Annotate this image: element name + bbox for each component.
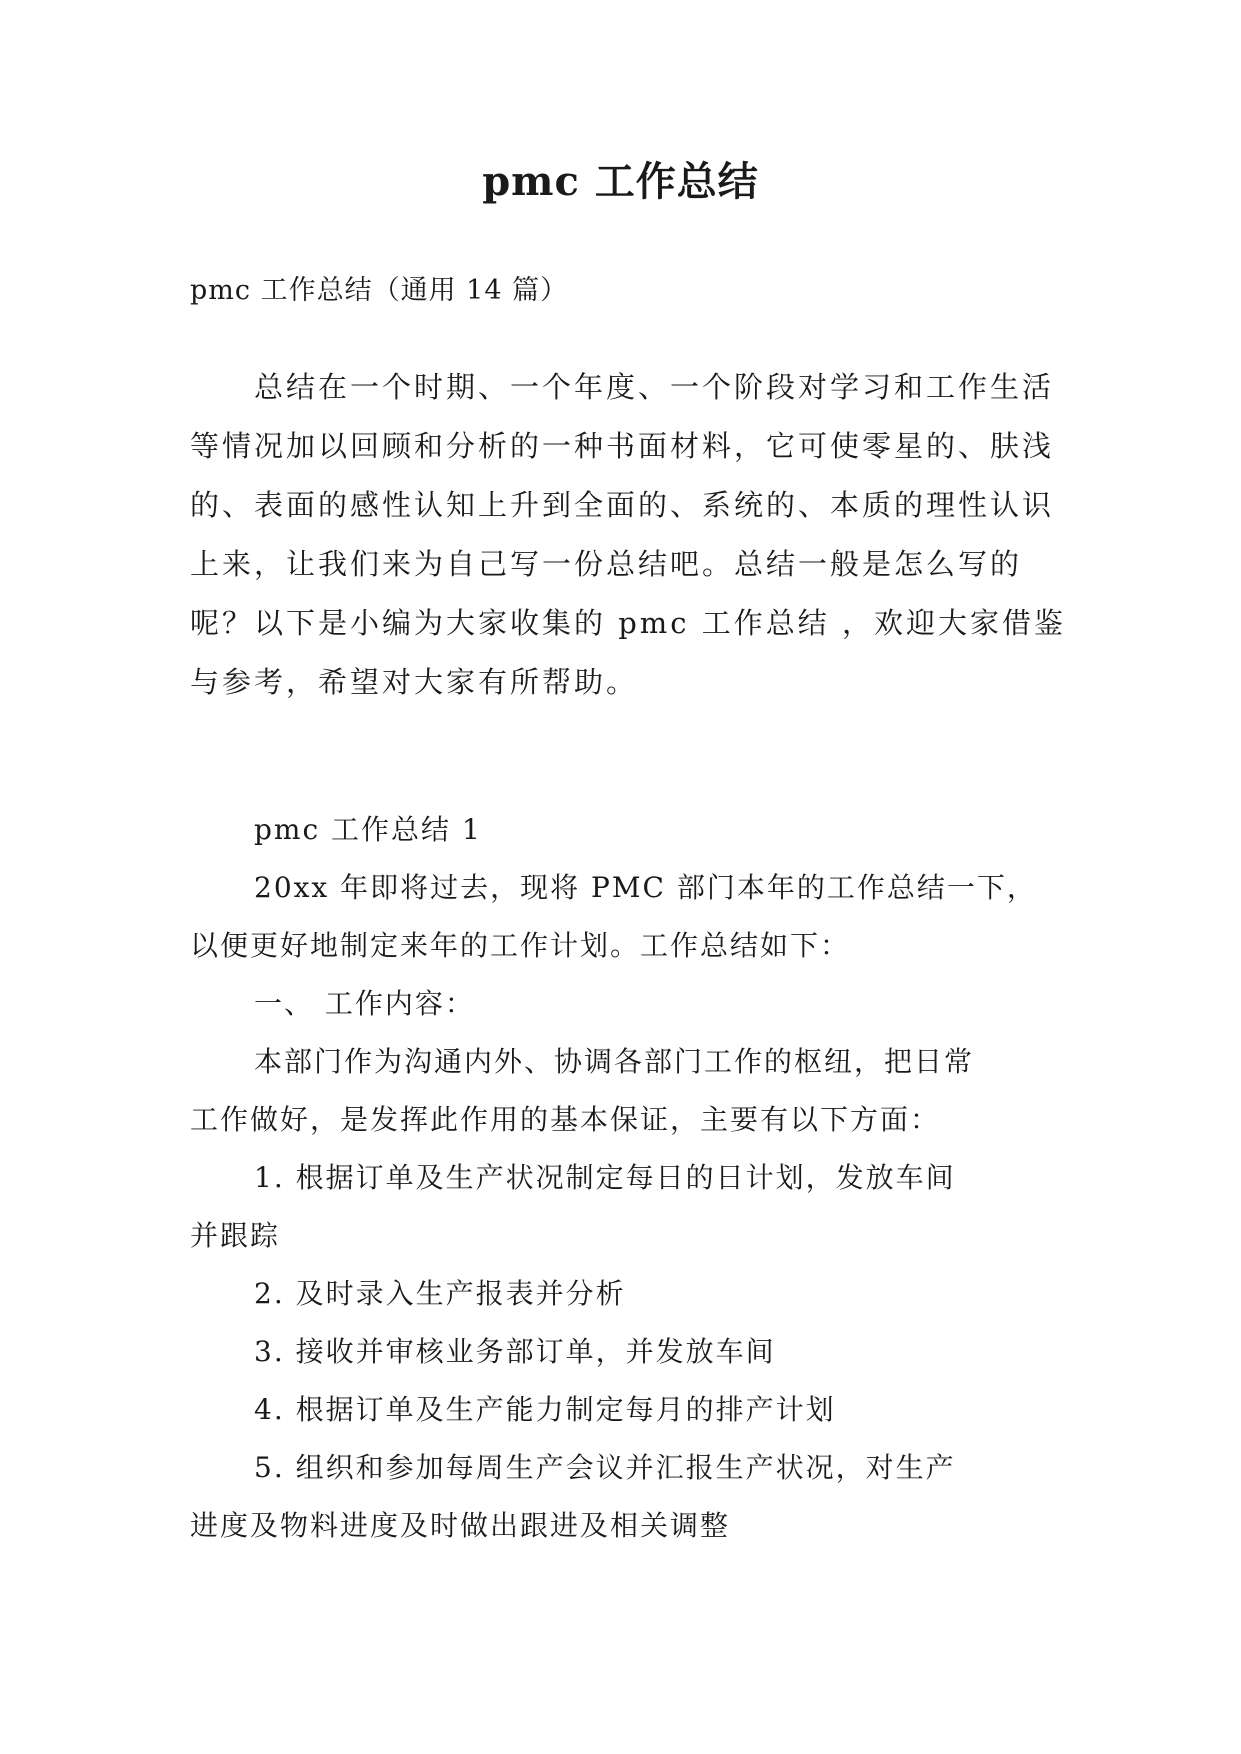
list-item: 4. 根据订单及生产能力制定每月的排产计划 <box>254 1393 836 1426</box>
paragraph-line: 以便更好地制定来年的工作计划。工作总结如下： <box>190 929 851 962</box>
document-subtitle: pmc 工作总结（通用 14 篇） <box>190 275 569 306</box>
list-item-continuation: 并跟踪 <box>190 1219 281 1252</box>
intro-paragraph: 总结在一个时期、一个年度、一个阶段对学习和工作生活等情况加以回顾和分析的一种书面材料，它可使零星的、肤浅的、表面的感性认知上升到全面的、系统的、本质的理性认识上来，让我们来为自己写一份总结吧。总结一般是怎么写的呢？以下是小编为大家收集的 pmc 工作总结 ，欢迎大家借鉴与参考，希望对大家有所帮助。 <box>190 370 1066 699</box>
paragraph-line: 本部门作为沟通内外、协调各部门工作的枢纽，把日常 <box>254 1045 975 1078</box>
document-title: pmc 工作总结 <box>482 158 759 205</box>
item-heading: 一、 工作内容： <box>254 987 475 1020</box>
section-heading: pmc 工作总结 1 <box>254 813 482 846</box>
list-item-continuation: 进度及物料进度及时做出跟进及相关调整 <box>190 1509 731 1542</box>
list-item: 3. 接收并审核业务部订单，并发放车间 <box>254 1335 776 1368</box>
paragraph-line: 20xx 年即将过去，现将 PMC 部门本年的工作总结一下， <box>254 871 1037 904</box>
list-item: 5. 组织和参加每周生产会议并汇报生产状况，对生产 <box>254 1451 956 1484</box>
paragraph-line: 工作做好，是发挥此作用的基本保证，主要有以下方面： <box>190 1103 941 1136</box>
list-item: 2. 及时录入生产报表并分析 <box>254 1277 626 1310</box>
list-item: 1. 根据订单及生产状况制定每日的日计划，发放车间 <box>254 1161 956 1194</box>
